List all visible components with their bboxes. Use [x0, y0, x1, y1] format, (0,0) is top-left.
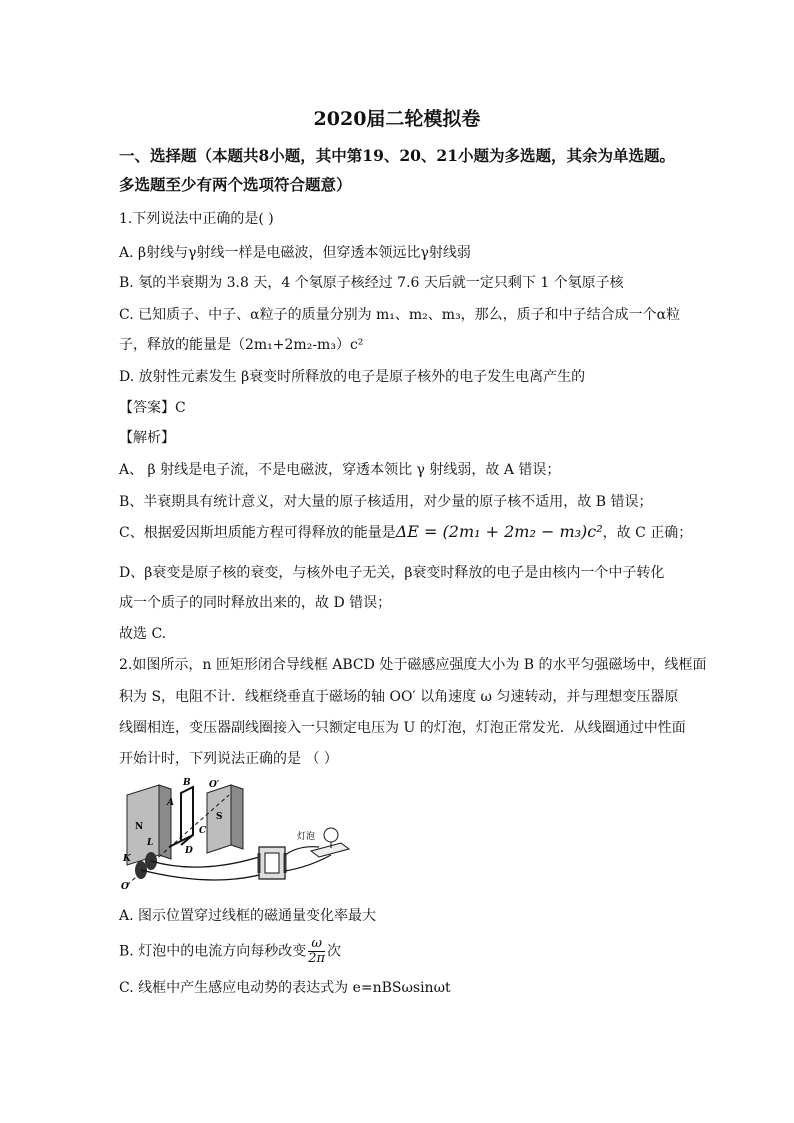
q1-conclusion: 故选 C.	[119, 626, 167, 642]
q1-explain-c	[119, 522, 692, 542]
page-title: 2020届二轮模拟卷	[313, 108, 481, 130]
q1-explain-a: A、 β 射线是电子流，不是电磁波，穿透本领比 γ 射线弱，故 A 错误；	[119, 462, 561, 478]
q2-stem-line1: 2.如图所示，n 匝矩形闭合导线框 ABCD 处于磁感应强度大小为 B 的水平匀强磁场中，线框面	[119, 657, 707, 673]
label-l: L	[147, 838, 154, 848]
q1-option-d: D. 放射性元素发生 β衰变时所释放的电子是原子核外的电子发生电离产生的	[119, 369, 586, 385]
q1-explain-c-suffix: ，故 C 正确；	[602, 525, 693, 541]
section-heading: 一、选择题（本题共8小题，其中第19、20、21小题为多选题，其余为单选题。多选题至少有两个选项符合题意）	[119, 146, 675, 194]
mass-energy-formula: ΔE = (2m₁ + 2m₂ − m₃)c²	[395, 522, 603, 541]
q2-option-a: A. 图示位置穿过线框的磁通量变化率最大	[119, 908, 377, 924]
q2-option-b-prefix: B. 灯泡中的电流方向每秒改变	[119, 943, 307, 960]
q2-option-c: C. 线框中产生感应电动势的表达式为 e=nBSωsinωt	[119, 980, 451, 996]
q1-answer: 【答案】C	[119, 400, 186, 416]
label-c: C	[199, 826, 207, 836]
label-d: D	[185, 846, 193, 856]
label-b: B	[183, 778, 191, 788]
q1-option-b: B. 氡的半衰期为 3.8 天，4 个氡原子核经过 7.6 天后就一定只剩下 1 个氡原子核	[119, 275, 624, 291]
q1-explain-d-line2: 成一个质子的同时释放出来的，故 D 错误；	[119, 595, 392, 611]
label-o-prime: O′	[209, 780, 220, 790]
q2-stem-line4: 开始计时，下列说法正确的是 （ ）	[119, 751, 338, 767]
fraction-numerator: ω	[308, 937, 325, 952]
q2-stem-line2: 积为 S，电阻不计．线框绕垂直于磁场的轴 OO′ 以角速度 ω 匀速转动，并与理想变压器原	[119, 689, 679, 705]
label-a: A	[167, 798, 174, 808]
generator-figure	[119, 775, 354, 893]
q1-option-c-line1: C. 已知质子、中子、α粒子的质量分别为 m₁、m₂、m₃，那么，质子和中子结合成一个α粒	[119, 307, 681, 323]
label-o: O	[121, 882, 129, 892]
q1-option-c-line2: 子，释放的能量是（2m₁+2m₂-m₃）c²	[119, 337, 364, 353]
q2-stem-line3: 线圈相连，变压器副线圈接入一只额定电压为 U 的灯泡，灯泡正常发光．从线圈通过中性面	[119, 720, 686, 736]
fraction-denominator: 2π	[308, 951, 326, 966]
q1-explain-b: B、半衰期具有统计意义，对大量的原子核适用，对少量的原子核不适用，故 B 错误；	[119, 494, 653, 510]
label-s: S	[216, 812, 223, 822]
q1-option-a: A. β射线与γ射线一样是电磁波，但穿透本领远比γ射线弱	[119, 245, 471, 261]
q2-option-b-suffix: 次	[327, 943, 342, 960]
q1-explain-d-line1: D、β衰变是原子核的衰变，与核外电子无关，β衰变时释放的电子是由核内一个中子转化	[119, 565, 665, 581]
q1-stem: 1.下列说法中正确的是( )	[119, 211, 274, 227]
q1-explain-c-prefix: C、根据爱因斯坦质能方程可得释放的能量是	[119, 525, 396, 541]
q2-option-b	[119, 937, 341, 966]
omega-over-2pi-fraction	[308, 937, 325, 966]
label-lamp: 灯泡	[297, 832, 316, 842]
q1-analysis-label: 【解析】	[119, 430, 175, 446]
label-k: K	[123, 854, 131, 864]
label-n: N	[135, 822, 144, 832]
